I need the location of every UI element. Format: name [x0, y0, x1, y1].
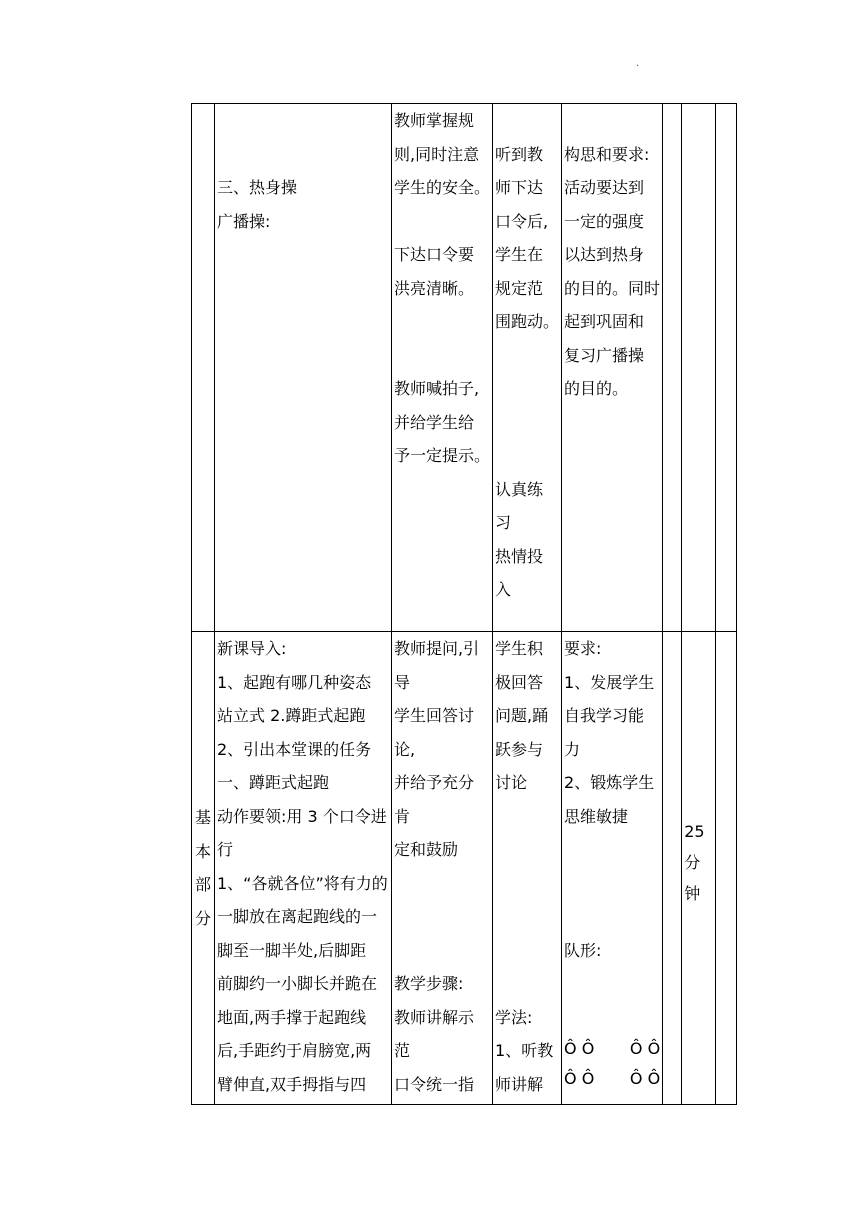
warmup-last-cell [716, 104, 737, 632]
text-line: 2、锻炼学生 [564, 773, 655, 792]
text-line: 肯 [394, 806, 411, 826]
text-line: 学生在 [495, 245, 544, 264]
text-line: 新课导入: [217, 639, 287, 658]
text-line: 以达到热身 [564, 245, 645, 264]
spacer [495, 934, 559, 1001]
spacer [394, 305, 490, 372]
spacer [564, 104, 660, 138]
warmup-section-cell [192, 104, 215, 632]
text-line: 三、热身操 [217, 178, 298, 197]
text-line: 学生积 [495, 639, 544, 658]
text-line: 1、听教 [495, 1041, 554, 1060]
text-line: 复习广播操 [564, 345, 645, 365]
time-text: 25 [684, 822, 705, 841]
text-line: 广播操: [217, 211, 271, 231]
spacer [564, 967, 660, 1034]
text-line: 热情投 [495, 546, 544, 566]
main-narrow-cell [663, 632, 682, 1105]
time-text: 分 [684, 853, 701, 872]
warmup-teacher-cell [392, 104, 493, 632]
text-line: 一脚放在离起跑线的一 [217, 907, 378, 926]
text-line: 教师讲解示 [394, 1007, 475, 1027]
text-line: 地面,两手撑于起跑线 [217, 1007, 367, 1027]
text-line: 师讲解 [495, 1074, 544, 1094]
text-line: 教学步骤: [394, 974, 464, 993]
formation-row: Ô Ô Ô Ô [564, 1039, 661, 1058]
text-line: 站立式 2.蹲距式起跑 [217, 706, 366, 725]
text-line: 力 [564, 739, 581, 759]
warmup-time-cell [682, 104, 716, 632]
text-line: 跃参与 [495, 739, 544, 759]
spacer [394, 934, 490, 968]
warmup-narrow-cell [663, 104, 682, 632]
text-line: 认真练 [495, 479, 544, 499]
text-line: 入 [495, 580, 512, 599]
text-line: 师下达 [495, 178, 544, 197]
main-content-cell [215, 632, 392, 1105]
main-last-cell [716, 632, 737, 1105]
text-line: 要求: [564, 639, 602, 658]
text-line: 问题,踊 [495, 706, 549, 725]
spacer [217, 104, 389, 171]
text-line: 予一定提示。 [394, 446, 491, 465]
main-row [192, 632, 737, 1105]
spacer [394, 867, 490, 934]
text-line: 围跑动。 [495, 312, 560, 331]
section-char: 分 [194, 908, 211, 928]
text-line: 口令统一指 [394, 1074, 475, 1094]
spacer [564, 833, 660, 900]
text-line: 讨论 [495, 773, 528, 792]
text-line: 自我学习能 [564, 706, 645, 725]
text-line: 规定范 [495, 278, 544, 298]
text-line: 极回答 [495, 672, 544, 692]
text-line: 导 [394, 672, 411, 692]
section-char: 部 [194, 875, 211, 894]
text-line: 一定的强度 [564, 211, 645, 231]
text-line: 一、蹲距式起跑 [217, 773, 330, 792]
text-line: 动作要领:用 3 个口令进 [217, 806, 387, 826]
text-line: 定和鼓励 [394, 840, 459, 859]
main-time-cell [682, 632, 716, 1105]
text-line: 前脚约一小脚长并跪在 [217, 974, 378, 993]
spacer [564, 900, 660, 934]
text-line: 1、“各就各位”将有力的 [217, 873, 388, 893]
spacer [495, 339, 559, 406]
spacer [394, 205, 490, 239]
lesson-plan-table [191, 103, 737, 1105]
warmup-content-cell [215, 104, 392, 632]
spacer [495, 867, 559, 934]
text-line: 学生回答讨 [394, 706, 475, 725]
text-line: 洪亮清晰。 [394, 278, 475, 298]
text-line: 学法: [495, 1007, 533, 1027]
page-mark: . [636, 58, 640, 69]
formation-row: Ô Ô Ô Ô [564, 1069, 661, 1088]
main-student-cell [493, 632, 562, 1105]
text-line: 构思和要求: [564, 144, 650, 164]
text-line: 1、起跑有哪几种姿态 [217, 672, 372, 692]
formation-label: 队形: [564, 940, 602, 960]
text-line: 臂伸直,双手拇指与四 [217, 1074, 367, 1094]
text-line: 下达口令要 [394, 245, 475, 264]
section-char: 本 [194, 841, 211, 861]
text-line: 口令后, [495, 211, 549, 231]
main-section-cell [192, 632, 215, 1105]
text-line: 并给予充分 [394, 773, 475, 792]
text-line: 听到教 [495, 144, 544, 164]
text-line: 习 [495, 513, 512, 532]
text-line: 则,同时注意 [394, 144, 480, 164]
main-requirements-cell [562, 632, 663, 1105]
text-line: 2、引出本堂课的任务 [217, 739, 372, 759]
text-line: 脚至一脚半处,后脚距 [217, 940, 367, 960]
text-line: 教师掌握规 [394, 111, 475, 130]
text-line: 教师提问,引 [394, 639, 480, 658]
text-line: 的目的。同时 [564, 278, 661, 298]
text-line: 并给学生给 [394, 412, 475, 432]
text-line: 的目的。 [564, 379, 629, 398]
spacer [495, 406, 559, 473]
warmup-requirements-cell [562, 104, 663, 632]
main-teacher-cell [392, 632, 493, 1105]
warmup-row [192, 104, 737, 632]
warmup-student-cell [493, 104, 562, 632]
text-line: 思维敏捷 [564, 806, 629, 826]
text-line: 教师喊拍子, [394, 379, 480, 398]
spacer [495, 800, 559, 867]
text-line: 行 [217, 840, 234, 859]
time-text: 钟 [684, 884, 701, 903]
text-line: 论, [394, 739, 416, 759]
text-line: 学生的安全。 [394, 178, 491, 197]
text-line: 活动要达到 [564, 178, 645, 197]
section-char: 基 [194, 808, 211, 827]
spacer [495, 104, 559, 138]
text-line: 范 [394, 1041, 411, 1060]
text-line: 起到巩固和 [564, 312, 645, 331]
text-line: 后,手距约于肩膀宽,两 [217, 1041, 372, 1060]
text-line: 1、发展学生 [564, 672, 655, 692]
